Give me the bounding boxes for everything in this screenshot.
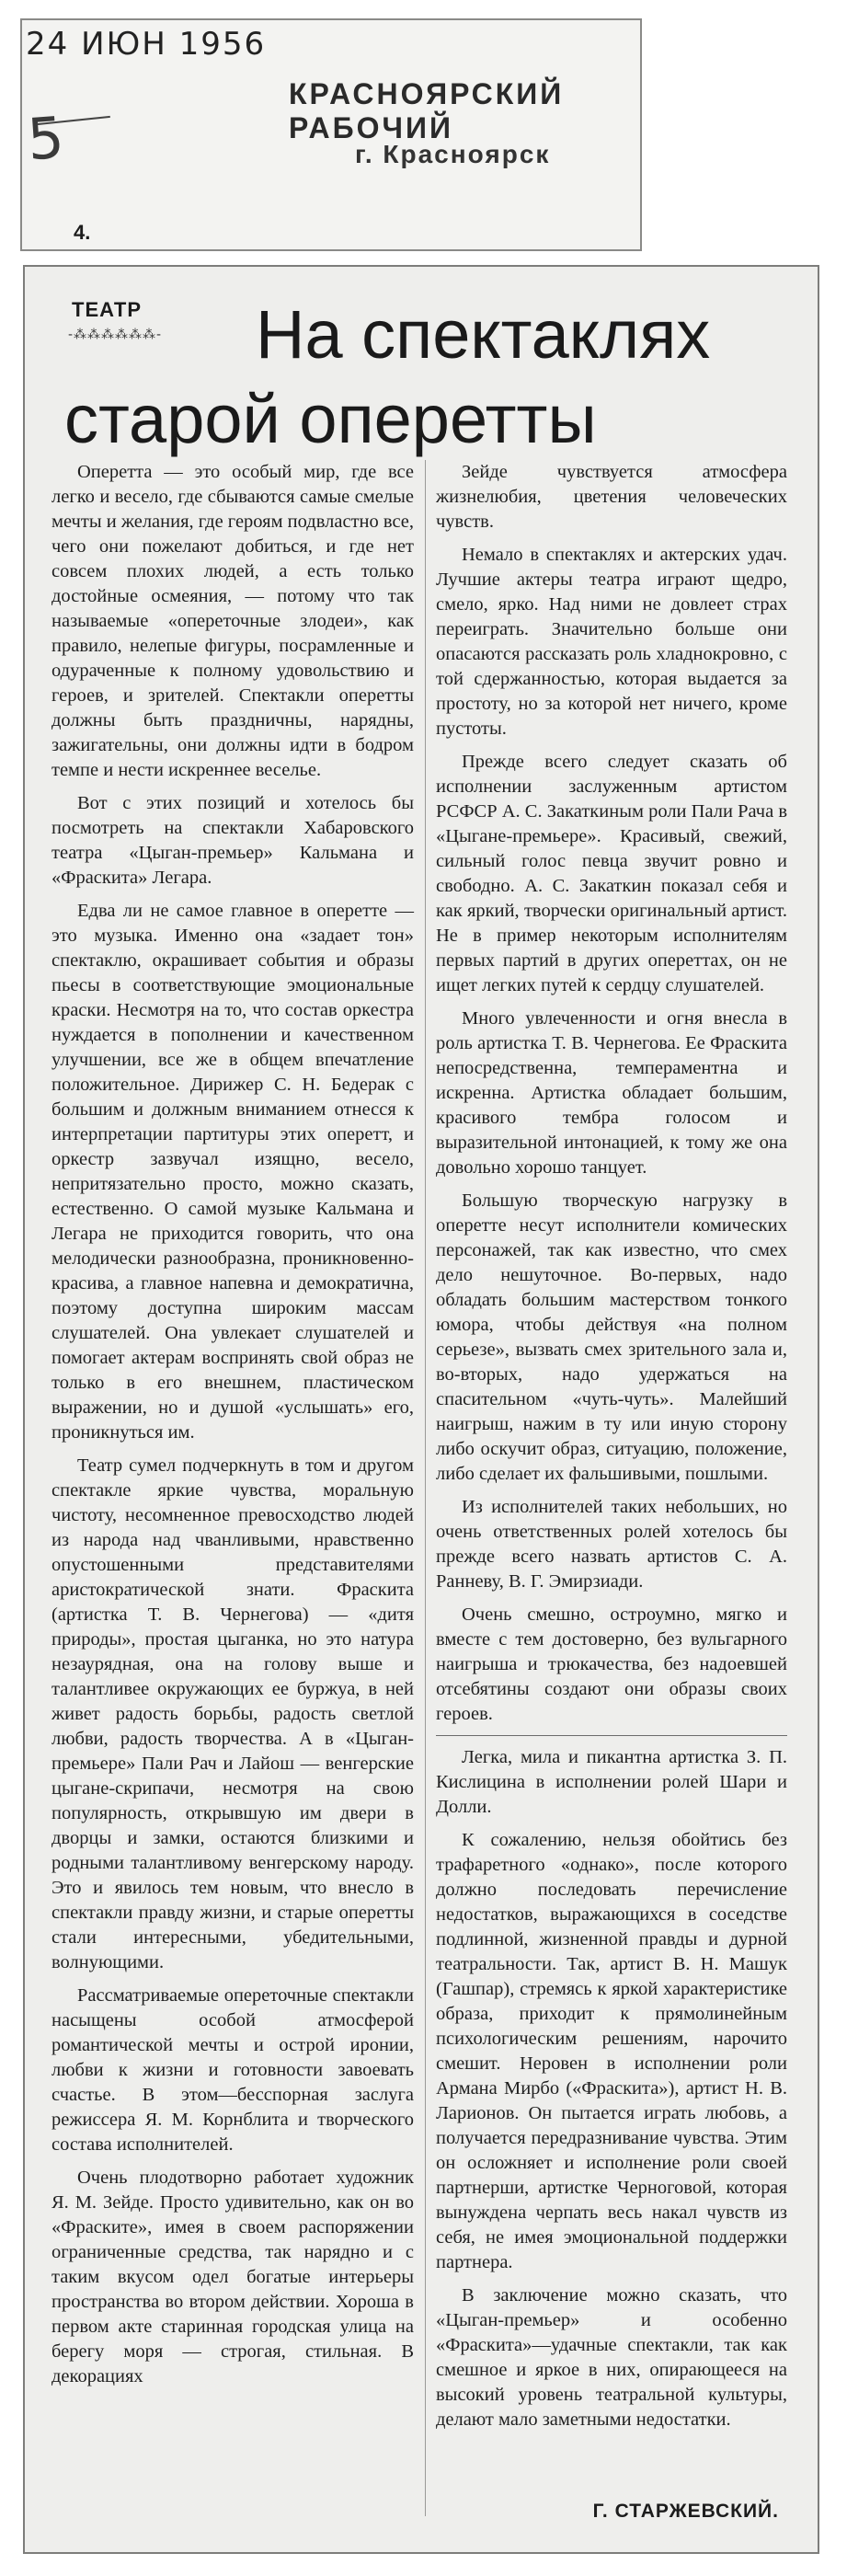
- paragraph: Много увлеченности и огня внесла в роль артистка Т. В. Чернегова. Ее Фраскита непосредственна, темпераментна и искренна. Артистка обладает большим, красивого тембра голосом и выразительной интонацией, к тому же она довольно хорошо танцует.: [436, 1008, 787, 1178]
- paragraph: Театр сумел подчеркнуть в том и другом спектакле яркие чувства, моральную чистоту, несомненное превосходство людей из народа над чванливыми, нравственно опустошенными представителями аристократической знати. Фраскита (артистка Т. В. Чернегова) — «дитя природы», простая цыганка, но это натура незаурядная, она на голову выше и талантливее окружающих ее буржуа, в ней живет радость борьбы, радость светлой любви, радость творчества. А в «Цыган-премьере» Пали Рач и Лайош — венгерские цыгане-скрипачи, несмотря на свою популярность, открывшую им двери в дворцы и замки, остаются близкими и родными талантливому венгерскому народу. Это и явилось тем новым, что внесло в спектакли правду жизни, и старые оперетты стали интересными, убедительными, волнующими.: [52, 1455, 414, 1972]
- headline-line-1: На спектаклях: [256, 296, 711, 373]
- headline-line-2: старой оперетты: [64, 381, 597, 457]
- article-headline: [63, 293, 780, 462]
- paragraph: К сожалению, нельзя обойтись без трафаретного «однако», после которого должно последовать перечисление недостатков, выражающихся в соседстве подлинной, жизненной правды и дурной театральности. Так, артист В. Н. Машук (Гашпар), стремясь к яркой характеристике образа, приходит к прямолинейным психологическим решениям, нарочито смешит. Неровен в исполнении роли Армана Мирбо («Фраскита»), артист Н. В. Ларионов. Он пытается играть любовь, а получается передразнивание чувства. Этим он осложняет и исполнение роли своей партнерши, артистке Черноговой, которая вынуждена черпать весь накал чувств из себя, не имея эмоциональной поддержки партнера.: [436, 1830, 787, 2272]
- stamp-newspaper-name: КРАСНОЯРСКИЙ РАБОЧИЙ: [289, 77, 565, 144]
- column-divider: [425, 460, 426, 2516]
- rubric-ornament: -⁂⁂⁂⁂⁂⁂-: [68, 328, 163, 342]
- handwritten-mark: 5: [25, 103, 66, 174]
- article-column-right: [436, 460, 787, 2441]
- section-rubric: ТЕАТР: [72, 298, 143, 321]
- paragraph: Прежде всего следует сказать об исполнении заслуженным артистом РСФСР А. С. Закаткиным роли Пали Рача в «Цыгане-премьере». Красивый, свежий, сильный голос певца звучит ровно и свободно. А. С. Закаткин показал себя и как яркий, творчески оригинальный артист. Не в пример некоторым исполнителям первых партий в других опереттах, он не ищет легких путей к сердцу слушателей.: [436, 752, 787, 995]
- section-rule: [436, 1735, 787, 1736]
- paragraph: Немало в спектаклях и актерских удач. Лучшие актеры театра играют щедро, смело, ярко. Над ними не довлеет страх переиграть. Значительно больше они опасаются рассказать роль хладнокровно, с той сдержанностью, которая выдается за простоту, но за которой нет ничего, кроме пустоты.: [436, 545, 787, 739]
- paragraph: Вот с этих позиций и хотелось бы посмотреть на спектакли Хабаровского театра «Цыган-премьер» Кальмана и «Фраскита» Легара.: [52, 793, 414, 888]
- paragraph: Очень смешно, остроумно, мягко и вместе с тем достоверно, без вульгарного наигрыша и трюкачества, без надоевшей отсебятины создают они образы своих героев.: [436, 1604, 787, 1724]
- paragraph: Рассматриваемые опереточные спектакли насыщены особой атмосферой романтической мечты и острой иронии, любви к жизни и готовности завоевать счастье. В этом—бесспорная заслуга режиссера Я. М. Корнблита и творческого состава исполнителей.: [52, 1985, 414, 2155]
- paragraph: Большую творческую нагрузку в оперетте несут исполнители комических персонажей, так как известно, что смех дело нешуточное. Во-первых, надо обладать большим мастерством тонкого юмора, чтобы действуя «на полном серьезе», вызвать смех зрительного зала и, во-вторых, надо удержаться на спасительном «чуть-чуть». Малейший наигрыш, нажим в ту или иную сторону либо оскучит образ, ситуацию, положение, либо сделает их фальшивыми, пошлыми.: [436, 1190, 787, 1484]
- paragraph: В заключение можно сказать, что «Цыган-премьер» и особенно «Фраскита»—удачные спектакли, так как смешное и яркое в них, опирающееся на высокий уровень театральной культуры, делают мало заметными недостатки.: [436, 2285, 787, 2430]
- author-signature: Г. СТАРЖЕВСКИЙ.: [592, 2501, 779, 2522]
- paragraph: Легка, мила и пикантна артистка З. П. Кислицина в исполнении ролей Шари и Долли.: [436, 1747, 787, 1817]
- paragraph: Зейде чувствуется атмосфера жизнелюбия, цветения человеческих чувств.: [436, 462, 787, 532]
- paragraph: Из исполнителей таких небольших, но очень ответственных ролей хотелось бы прежде всего назвать артистов С. А. Ранневу, В. Г. Эмирзиади.: [436, 1497, 787, 1592]
- stamp-city: г. Красноярск: [355, 140, 551, 168]
- stamp-date: 24 ИЮН 1956: [26, 26, 267, 63]
- paragraph: Оперетта — это особый мир, где все легко и весело, где сбываются самые смелые мечты и желания, где героям подвластно все, чего они пожелают добиться, и где нет совсем плохих людей, а есть только достойные осмеяния, — потому что так называемые «опереточные злодеи», как правило, нелепые фигуры, посрамленные и одураченные к полному удовольствию и героев, и зрителей. Спектакли оперетты должны быть праздничны, нарядны, зажигательны, они должны идти в бодром темпе и нести искреннее веселье.: [52, 462, 415, 780]
- article-column-left: [52, 460, 414, 2398]
- archive-stamp-card: [20, 18, 642, 251]
- page-number: 4.: [74, 221, 91, 244]
- paragraph: Едва ли не самое главное в оперетте — это музыка. Именно она «задает тон» спектаклю, окрашивает события и образы пьесы в соответствующие эмоциональные краски. Несмотря на то, что состав оркестра нуждается в пополнении и качественном улучшении, все же в общем впечатление положительное. Дирижер С. Н. Бедерак с большим и должным вниманием отнесся к интерпретации партитуры этих оперетт, и оркестр зазвучал изящно, весело, непритязательно просто, можно сказать, естественно. О самой музыке Кальмана и Легара не приходится говорить, что она мелодически разнообразна, проникновенно-красива, а главное напевна и демократична, поэтому доступна широким массам слушателей. Она увлекает слушателей и помогает актерам воспринять свой образ не только в его внешнем, пластическом выражении, но и душой «услышать» его, проникнуться им.: [52, 901, 414, 1443]
- paragraph: Очень плодотворно работает художник Я. М. Зейде. Просто удивительно, как он во «Фраските», имея в своем распоряжении ограниченные средства, так нарядно и с таким вкусом одел богатые интерьеры пространства во втором действии. Хороша в первом акте старинная городская улица на берегу моря — строгая, стильная. В декорациях: [52, 2168, 414, 2386]
